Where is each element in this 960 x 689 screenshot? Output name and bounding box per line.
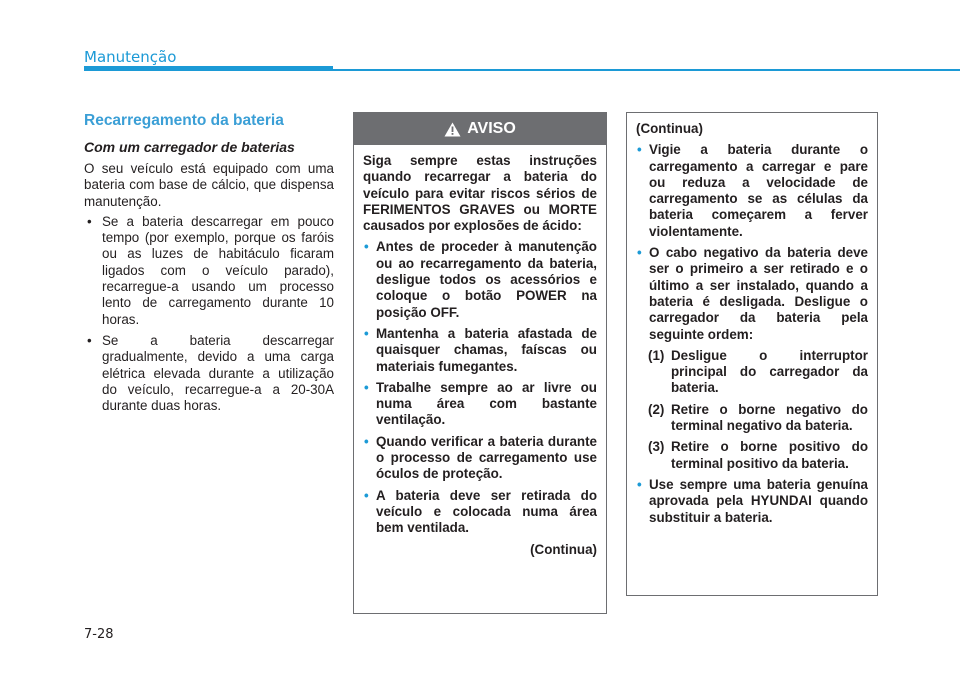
list-item — [363, 488, 597, 537]
header-rule-thin — [333, 69, 960, 71]
list-item-text: Mantenha a bateria afastada de quaisquer chamas, faíscas ou materiais fumegantes. — [376, 325, 597, 374]
list-item-text: O cabo negativo da bateria deve ser o primeiro a ser retirado e o último a ser instalado, quando a bateria é desligada. Desligue o carregador da bateria pela seguinte ordem: — [649, 245, 868, 342]
warning-label: AVISO — [467, 119, 516, 137]
step-number: (3) — [648, 439, 665, 455]
intro-paragraph: O seu veículo está equipado com uma bateria com base de cálcio, que dispensa manutenção. — [84, 161, 334, 209]
page-number: 7-28 — [84, 627, 114, 642]
list-item — [84, 214, 334, 328]
section-title: Manutenção — [84, 48, 177, 66]
list-item — [636, 477, 868, 526]
list-item-text: A bateria deve ser retirada do veículo e colocada numa área bem ventilada. — [376, 487, 597, 536]
bullet-icon: • — [364, 487, 369, 503]
continued-warning-box — [626, 112, 878, 596]
step-text: Retire o borne negativo do terminal negativo da bateria. — [671, 401, 868, 434]
list-item — [636, 245, 868, 343]
list-item-text: Use sempre uma bateria genuína aprovada pela HYUNDAI quando substituir a bateria. — [649, 476, 868, 525]
page-title: Recarregamento da bateria — [84, 112, 284, 129]
step-text: Desligue o interruptor principal do carregador da bateria. — [671, 347, 868, 396]
list-item — [84, 333, 334, 414]
bullet-icon: • — [637, 476, 642, 492]
bullet-icon: • — [87, 213, 92, 229]
step-text: Retire o borne positivo do terminal positivo da bateria. — [671, 439, 868, 471]
bullet-icon: • — [364, 433, 369, 449]
step-item — [636, 402, 868, 435]
step-item — [636, 348, 868, 397]
bullet-icon: • — [87, 332, 92, 348]
step-item — [636, 439, 868, 472]
list-item-text: Vigie a bateria durante o carregamento a carregar e pare ou reduza a velocidade de carregamento se as células da bateria começarem a ferver violentamente. — [649, 142, 868, 239]
warning-header — [354, 113, 606, 145]
header-rule-thick — [84, 66, 333, 71]
bullet-icon: • — [364, 379, 369, 395]
list-item — [363, 239, 597, 320]
bullet-icon: • — [637, 245, 642, 261]
list-item-text: Quando verificar a bateria durante o processo de carregamento use óculos de proteção. — [376, 433, 597, 482]
continued-heading: (Continua) — [636, 121, 703, 136]
list-item-text: Se a bateria descarregar em pouco tempo (por exemplo, porque os faróis ou as luzes de habitáculo ficaram ligados com o veículo parado), recarregue-a usando um processo lento de carregamento durante 10 horas. — [102, 213, 334, 327]
subheading: Com um carregador de baterias — [84, 139, 295, 155]
left-column — [84, 112, 334, 419]
continues-label: (Continua) — [530, 541, 597, 557]
warning-triangle-icon — [444, 122, 461, 137]
step-number: (2) — [648, 401, 665, 417]
warning-intro: Siga sempre estas instruções quando recarregar a bateria do veículo para evitar riscos sérios de FERIMENTOS GRAVES ou MORTE causados por explosões de ácido: — [363, 153, 597, 234]
bullet-icon: • — [637, 142, 642, 158]
list-item-text: Antes de proceder à manutenção ou ao recarregamento da bateria, desligue todos os acessórios e coloque o botão POWER na posição OFF. — [376, 239, 597, 320]
list-item-text: Trabalhe sempre ao ar livre ou numa área com bastante ventilação. — [376, 379, 597, 428]
step-number: (1) — [648, 347, 665, 363]
list-item-text: Se a bateria descarregar gradualmente, devido a uma carga elétrica elevada durante a utilização do veículo, recarregue-a a 20-30A durante duas horas. — [102, 332, 334, 414]
list-item — [363, 434, 597, 483]
bullet-icon: • — [364, 325, 369, 341]
list-item — [363, 380, 597, 429]
bullet-icon: • — [364, 239, 369, 255]
list-item — [636, 142, 868, 240]
warning-box — [353, 112, 607, 614]
list-item — [363, 326, 597, 375]
